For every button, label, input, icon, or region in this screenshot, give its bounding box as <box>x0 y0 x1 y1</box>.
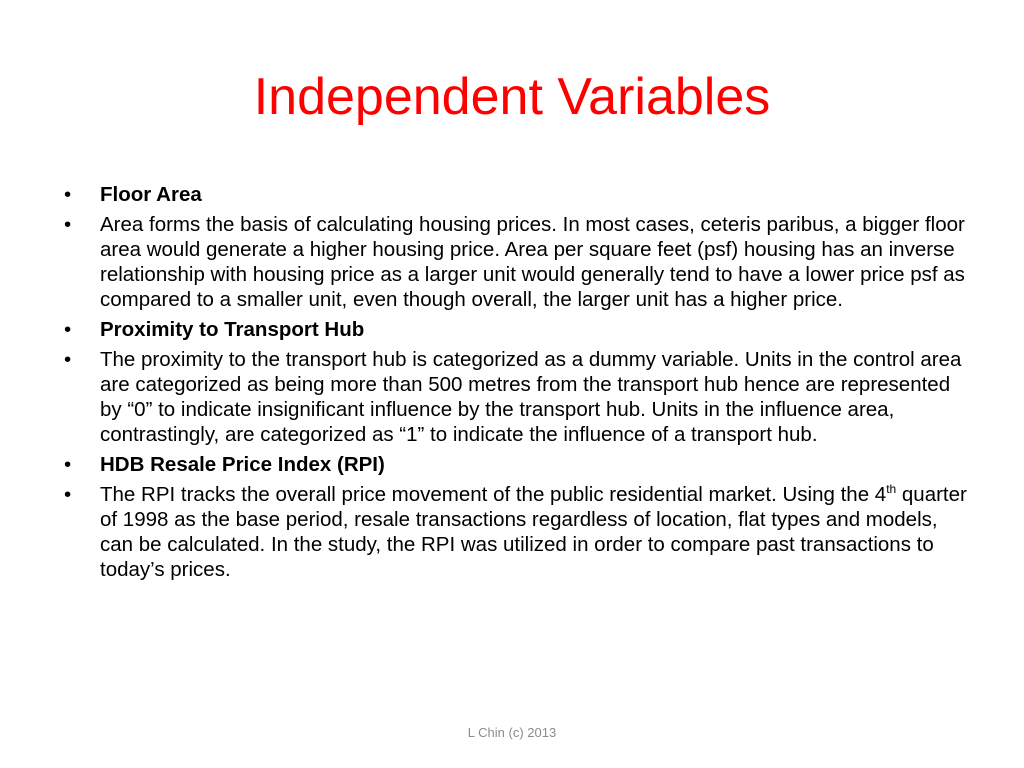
bullet-icon: • <box>64 348 72 371</box>
ordinal-superscript: th <box>886 482 897 497</box>
bullet-item-floor-area-text <box>64 212 968 312</box>
bullet-item-rpi-heading <box>64 452 968 477</box>
bullet-text: The proximity to the transport hub is categorized as a dummy variable. Units in the control area are categorized as being more than 500 metres from the transport hub hence are represented by “0” to indicate insignificant influence by the transport hub. Units in the influence area, contrastingly, are categorized as “1” to indicate the influence of a transport hub. <box>100 348 962 446</box>
bullet-icon: • <box>64 318 72 341</box>
bullet-heading: Floor Area <box>100 183 202 206</box>
bullet-heading: HDB Resale Price Index (RPI) <box>100 453 385 476</box>
bullet-list <box>64 182 968 587</box>
slide-title: Independent Variables <box>253 68 771 126</box>
bullet-text-part-2: quarter of 1998 as the base period, resale transactions regardless of location, flat types and models, can be calculated. In the study, the RPI was utilized in order to compare past transactions to today’s prices. <box>100 483 967 581</box>
bullet-icon: • <box>64 453 72 476</box>
slide-footer: L Chin (c) 2013 <box>467 725 557 740</box>
bullet-icon: • <box>64 183 72 206</box>
bullet-item-transport-text <box>64 347 968 447</box>
bullet-icon: • <box>64 483 72 506</box>
bullet-text: Area forms the basis of calculating housing prices. In most cases, ceteris paribus, a bigger floor area would generate a higher housing price. Area per square feet (psf) housing has an inverse relationship with housing price as a larger unit would generally tend to have a lower price psf as compared to a smaller unit, even though overall, the larger unit has a higher price. <box>100 213 965 311</box>
bullet-heading: Proximity to Transport Hub <box>100 318 365 341</box>
bullet-item-rpi-text <box>64 482 968 582</box>
bullet-text-part-1: The RPI tracks the overall price movement of the public residential market. Using the 4 <box>100 483 887 506</box>
bullet-icon: • <box>64 213 72 236</box>
bullet-item-floor-area-heading <box>64 182 968 207</box>
bullet-item-transport-heading <box>64 317 968 342</box>
